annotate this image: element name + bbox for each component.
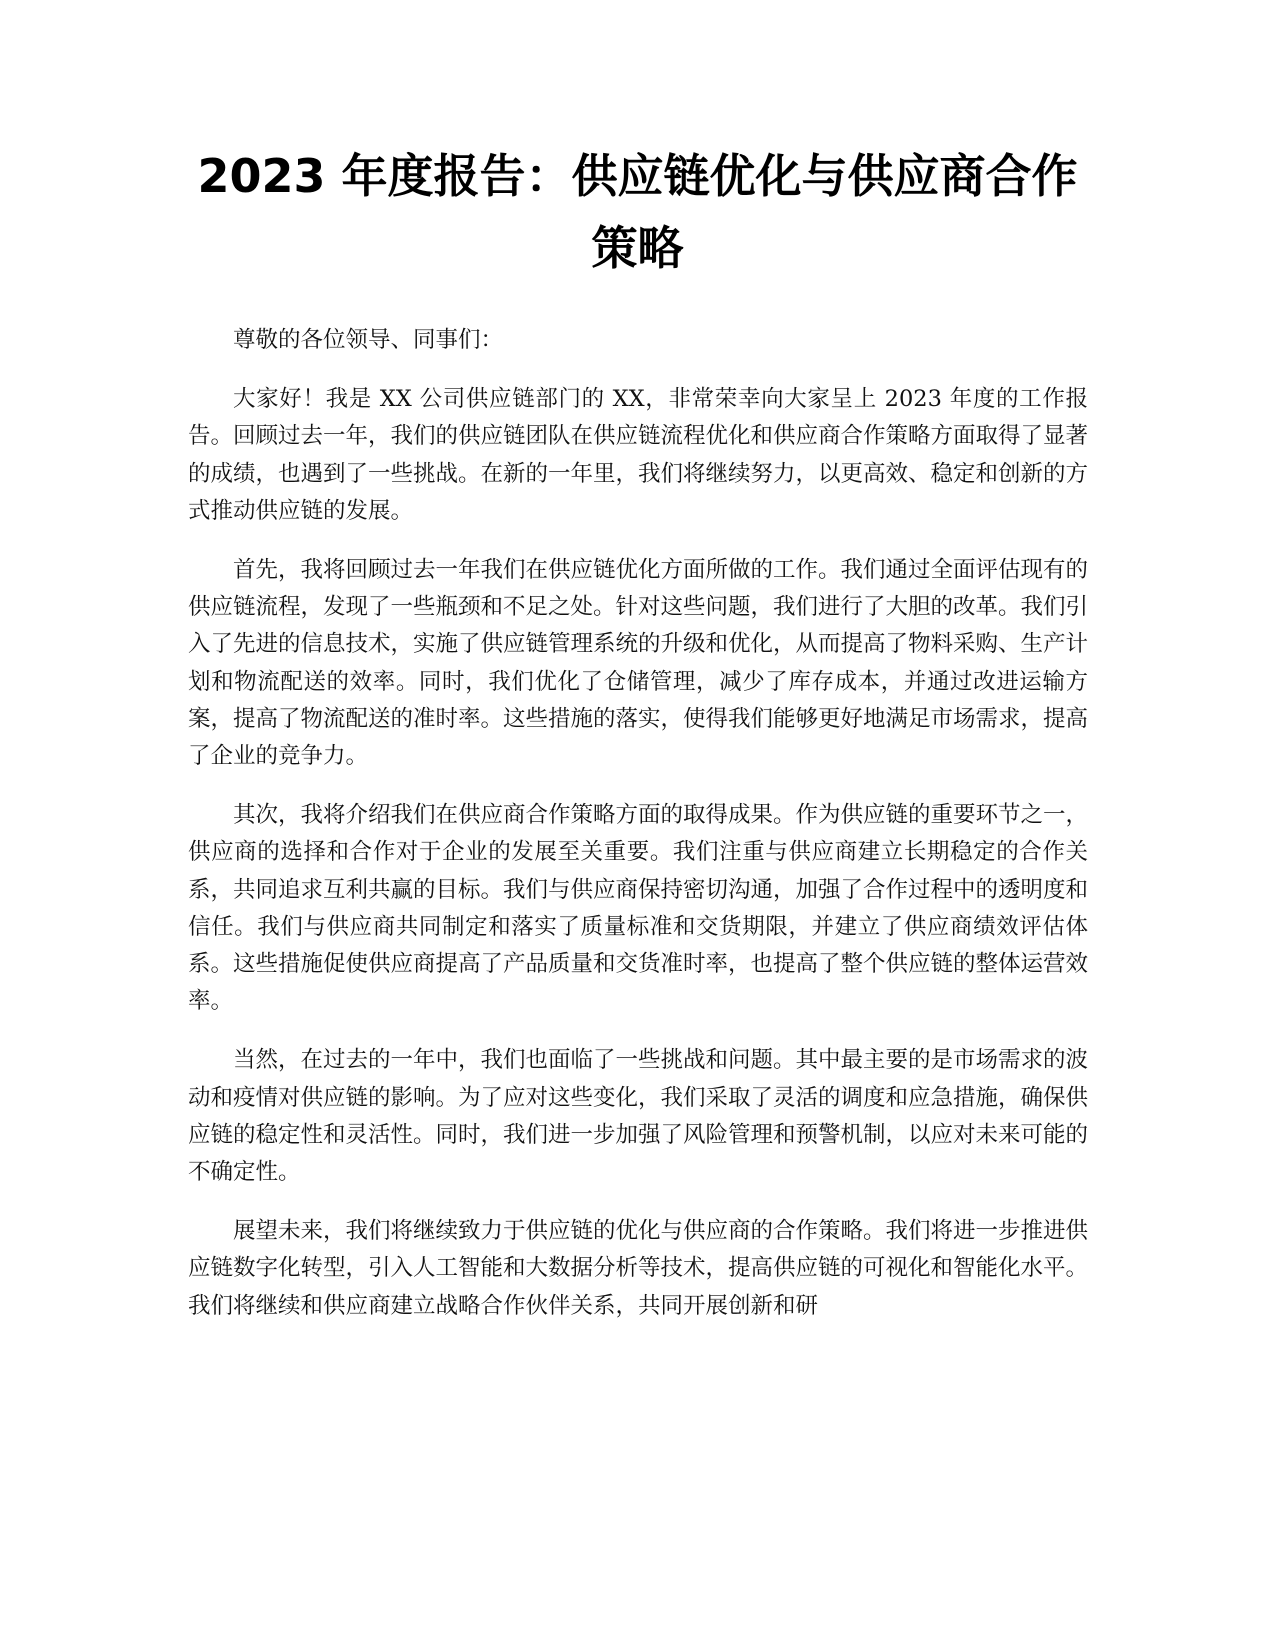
paragraph-intro: 大家好！我是 XX 公司供应链部门的 XX，非常荣幸向大家呈上 2023 年度的工作报告。回顾过去一年，我们的供应链团队在供应链流程优化和供应商合作策略方面取得了显著的成绩，也遇到了一些挑战。在新的一年里，我们将继续努力，以更高效、稳定和创新的方式推动供应链的发展。: [188, 386, 1089, 524]
paragraph-supplier-cooperation: 其次，我将介绍我们在供应商合作策略方面的取得成果。作为供应链的重要环节之一，供应商的选择和合作对于企业的发展至关重要。我们注重与供应商建立长期稳定的合作关系，共同追求互利共赢的目标。我们与供应商保持密切沟通，加强了合作过程中的透明度和信任。我们与供应商共同制定和落实了质量标准和交货期限，并建立了供应商绩效评估体系。这些措施促使供应商提高了产品质量和交货准时率，也提高了整个供应链的整体运营效率。: [188, 802, 1089, 1015]
salutation: 尊敬的各位领导、同事们：: [233, 327, 504, 353]
paragraph-outlook: 展望未来，我们将继续致力于供应链的优化与供应商的合作策略。我们将进一步推进供应链数字化转型，引入人工智能和大数据分析等技术，提高供应链的可视化和智能化水平。我们将继续和供应商建立战略合作伙伴关系，共同开展创新和研: [188, 1218, 1089, 1319]
paragraph-challenges: 当然，在过去的一年中，我们也面临了一些挑战和问题。其中最主要的是市场需求的波动和疫情对供应链的影响。为了应对这些变化，我们采取了灵活的调度和应急措施，确保供应链的稳定性和灵活性。同时，我们进一步加强了风险管理和预警机制，以应对未来可能的不确定性。: [188, 1047, 1089, 1186]
document-title: 2023 年度报告：供应链优化与供应商合作策略: [197, 149, 1078, 275]
paragraph-supply-chain-optimization: 首先，我将回顾过去一年我们在供应链优化方面所做的工作。我们通过全面评估现有的供应链流程，发现了一些瓶颈和不足之处。针对这些问题，我们进行了大胆的改革。我们引入了先进的信息技术，实施了供应链管理系统的升级和优化，从而提高了物料采购、生产计划和物流配送的效率。同时，我们优化了仓储管理，减少了库存成本，并通过改进运输方案，提高了物流配送的准时率。这些措施的落实，使得我们能够更好地满足市场需求，提高了企业的竞争力。: [188, 557, 1089, 770]
document-body: [188, 322, 1088, 1347]
